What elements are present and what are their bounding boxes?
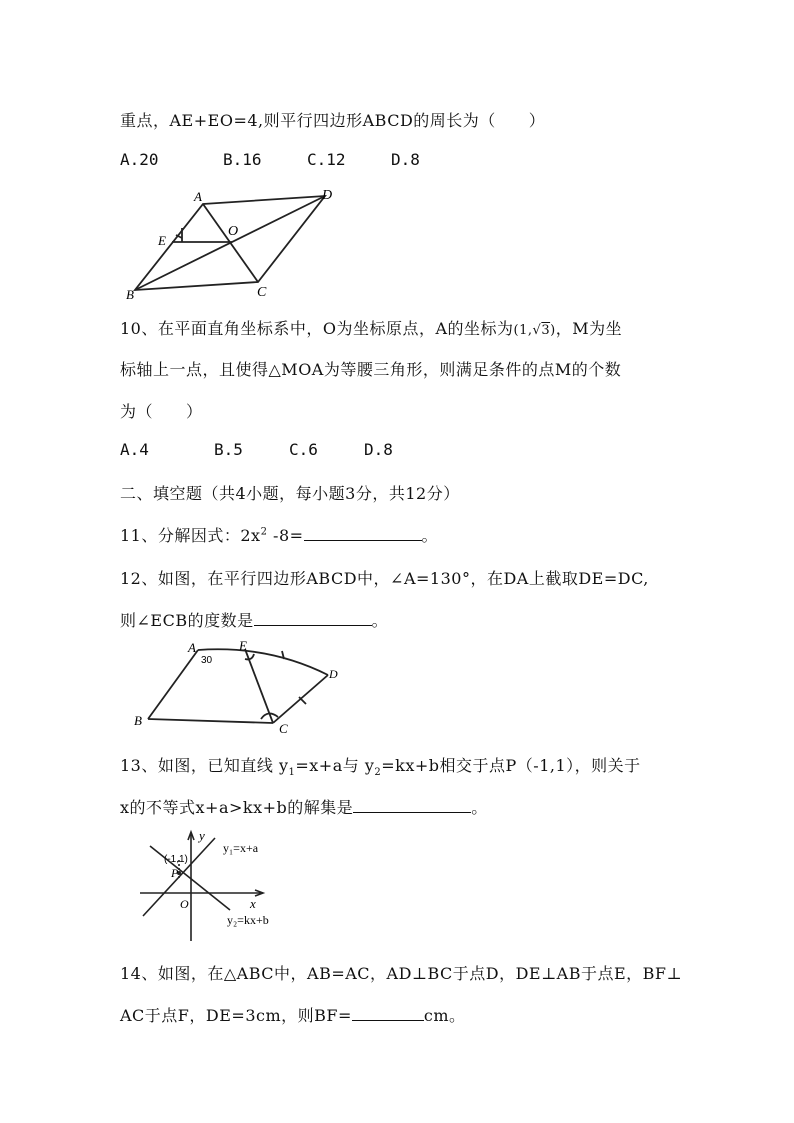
q10-coord: (1,√3)	[513, 323, 556, 338]
q13-coordinate-figure	[135, 826, 305, 944]
origin-label: O	[180, 897, 189, 911]
q9-parallelogram-figure	[120, 183, 350, 303]
q10-option-a: A.4	[120, 440, 149, 459]
q9-text: 重点，AE+EO=4,则平行四边形ABCD的周长为（ ）	[120, 111, 546, 130]
p-label: P	[171, 866, 179, 880]
q9-option-a: A.20	[120, 150, 159, 169]
q11-line: 11、分解因式：$2x^2$ -8= 。	[120, 526, 439, 545]
label-a: A	[188, 640, 196, 655]
diagonal-ac	[203, 204, 258, 282]
y1-equation-label: y₁=x+a	[223, 841, 259, 855]
q10-line-3: 为（ ）	[120, 402, 203, 421]
line-y2	[150, 846, 230, 910]
label-c: C	[257, 285, 267, 300]
q10-option-c: C.6	[289, 440, 318, 459]
q14-line-1: 14、如图，在△ABC中，AB=AC，AD⊥BC于点D，DE⊥AB于点E，BF⊥	[120, 964, 683, 983]
q11-prefix: 11、分解因式：2x	[120, 526, 261, 545]
q10-option-b: B.5	[214, 440, 243, 459]
q12-answer-blank[interactable]	[254, 611, 372, 626]
side-ab	[148, 650, 198, 719]
y2-equation-label: y₂=kx+b	[227, 913, 269, 927]
q13-line-1: 13、如图，已知直线 $y_1=x+a$与 $y_2=kx+b$相交于点P（-1,1），则关于	[120, 756, 641, 779]
q11-answer-blank[interactable]	[304, 526, 422, 541]
q10-line-1	[120, 316, 622, 339]
q9-option-d: D.8	[391, 150, 420, 169]
x-label: x	[250, 896, 256, 911]
q14-answer-blank[interactable]	[352, 1006, 424, 1021]
label-b: B	[134, 713, 142, 728]
q12-parallelogram-figure	[128, 637, 348, 737]
label-d: D	[322, 188, 333, 203]
label-o: O	[228, 224, 239, 239]
q10-line-1-prefix: 10、在平面直角坐标系中，O为坐标原点，A的坐标为	[120, 319, 514, 338]
y-label: y	[199, 828, 205, 843]
q12-line-1: 12、如图，在平行四边形ABCD中，∠A=130°，在DA上截取DE=DC,	[120, 569, 649, 588]
side-bc	[148, 719, 273, 723]
side-ad	[198, 649, 328, 675]
label-e: E	[158, 233, 166, 248]
q9-option-c: C.12	[307, 150, 346, 169]
label-b: B	[126, 287, 134, 302]
section-2-heading: 二、填空题（共4小题，每小题3分，共12分）	[120, 484, 460, 503]
label-a: A	[194, 189, 202, 204]
point-coord-label: (-1,1)	[164, 854, 188, 865]
angle-label: 30	[201, 655, 213, 666]
q10-line-1-suffix: ，M为坐	[555, 319, 623, 338]
q12-line-2: 则∠ECB的度数是 。	[120, 611, 389, 630]
q13-answer-blank[interactable]	[353, 798, 471, 813]
label-d: D	[329, 667, 338, 681]
q10-option-d: D.8	[364, 440, 393, 459]
q9-option-b: B.16	[223, 150, 262, 169]
q13-line-2: x的不等式x+a>kx+b的解集是 。	[120, 798, 488, 817]
label-e: E	[239, 638, 247, 653]
label-c: C	[279, 721, 288, 736]
q10-line-2: 标轴上一点，且使得△MOA为等腰三角形，则满足条件的点M的个数	[120, 360, 622, 379]
q14-line-2: AC于点F，DE=3cm，则BF= cm。	[120, 1006, 466, 1025]
